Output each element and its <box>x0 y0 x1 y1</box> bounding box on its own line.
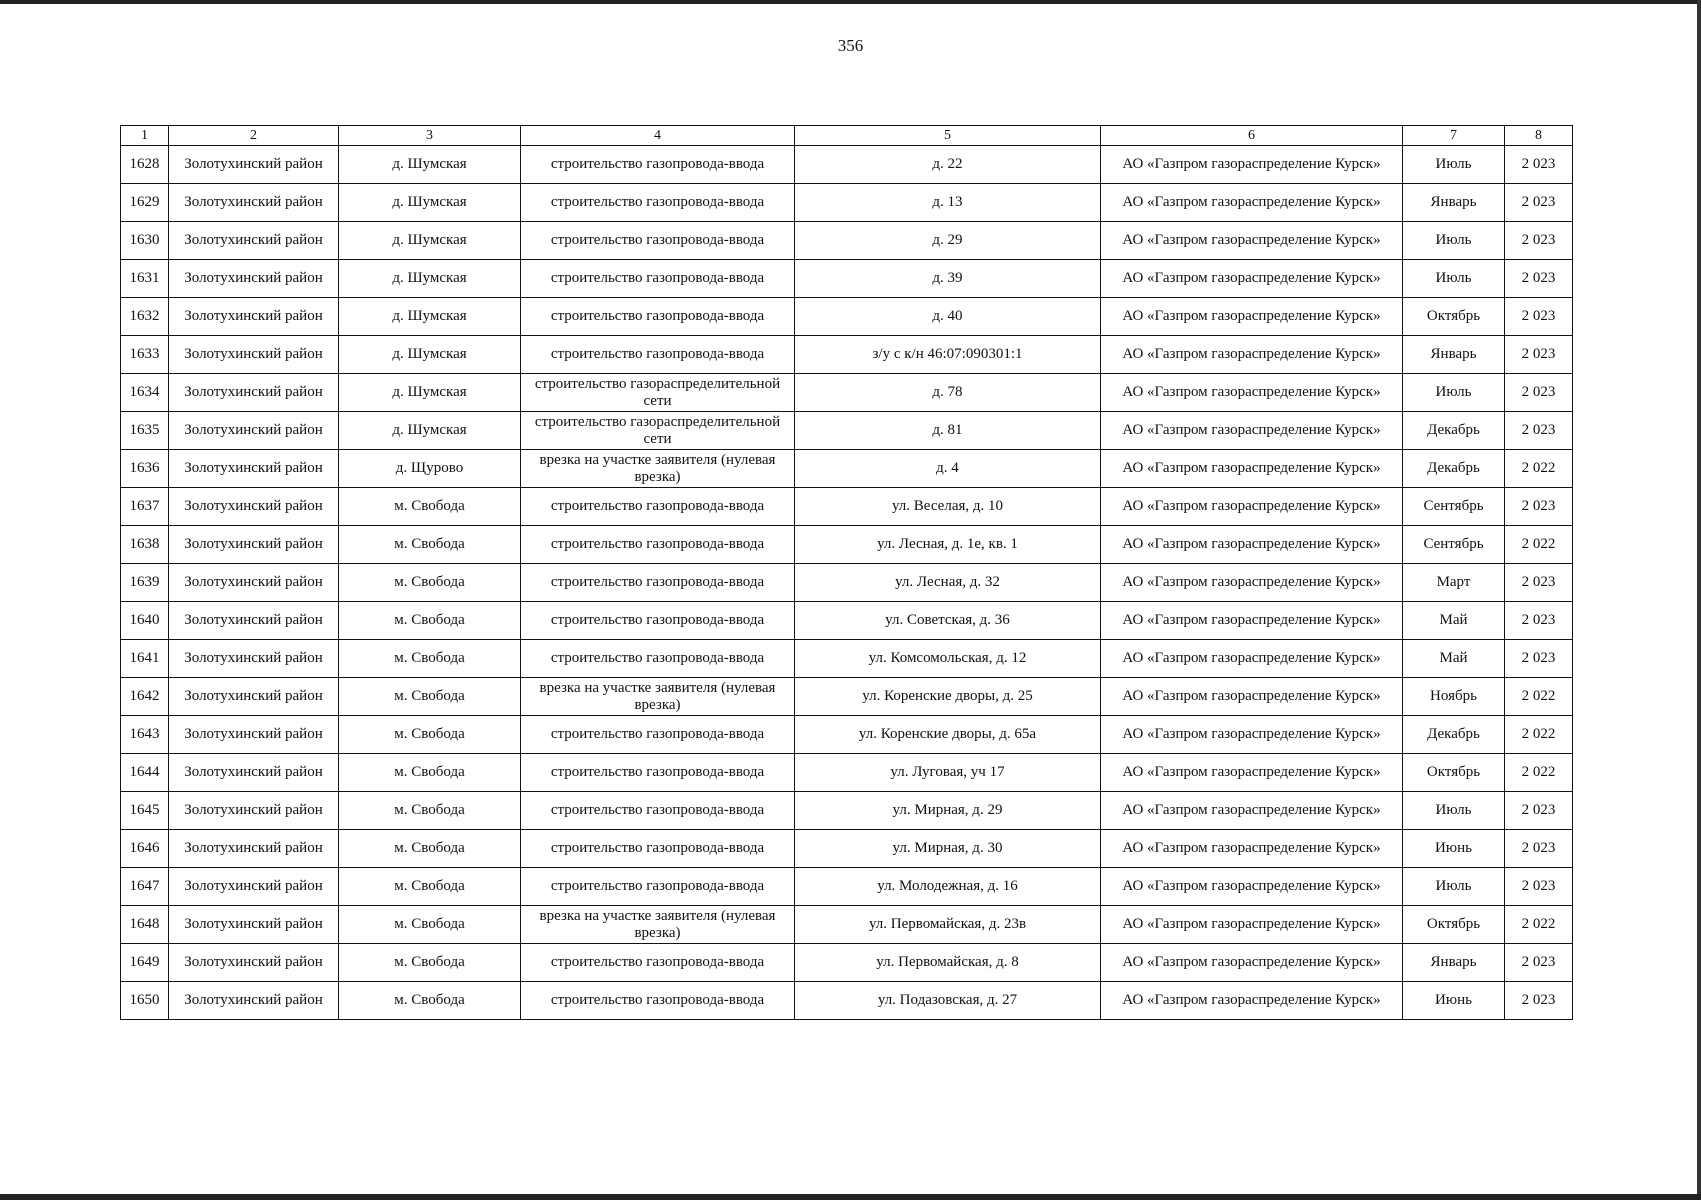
cell-organization: АО «Газпром газораспределение Курск» <box>1101 982 1403 1020</box>
cell-district: Золотухинский район <box>169 944 339 982</box>
cell-month: Январь <box>1403 184 1505 222</box>
cell-year: 2 023 <box>1505 222 1573 260</box>
cell-number: 1638 <box>121 526 169 564</box>
cell-work-type: врезка на участке заявителя (нулевая врезка) <box>521 678 795 716</box>
cell-district: Золотухинский район <box>169 450 339 488</box>
cell-settlement: м. Свобода <box>339 868 521 906</box>
cell-address: ул. Мирная, д. 29 <box>795 792 1101 830</box>
table-row <box>121 336 1573 374</box>
cell-organization: АО «Газпром газораспределение Курск» <box>1101 298 1403 336</box>
table-row <box>121 678 1573 716</box>
cell-district: Золотухинский район <box>169 488 339 526</box>
cell-number: 1634 <box>121 374 169 412</box>
cell-year: 2 022 <box>1505 526 1573 564</box>
cell-settlement: д. Шумская <box>339 184 521 222</box>
cell-organization: АО «Газпром газораспределение Курск» <box>1101 260 1403 298</box>
scan-edge-top <box>0 0 1701 4</box>
cell-settlement: д. Шумская <box>339 222 521 260</box>
cell-address: ул. Молодежная, д. 16 <box>795 868 1101 906</box>
cell-number: 1648 <box>121 906 169 944</box>
cell-month: Октябрь <box>1403 906 1505 944</box>
cell-organization: АО «Газпром газораспределение Курск» <box>1101 716 1403 754</box>
column-header: 5 <box>795 126 1101 146</box>
cell-work-type: строительство газораспределительной сети <box>521 374 795 412</box>
cell-year: 2 023 <box>1505 184 1573 222</box>
cell-settlement: м. Свобода <box>339 678 521 716</box>
cell-work-type: строительство газопровода-ввода <box>521 526 795 564</box>
cell-work-type: строительство газопровода-ввода <box>521 602 795 640</box>
cell-month: Январь <box>1403 336 1505 374</box>
cell-month: Июнь <box>1403 830 1505 868</box>
table-row <box>121 298 1573 336</box>
cell-address: ул. Первомайская, д. 8 <box>795 944 1101 982</box>
cell-settlement: д. Шумская <box>339 260 521 298</box>
column-header: 3 <box>339 126 521 146</box>
cell-organization: АО «Газпром газораспределение Курск» <box>1101 146 1403 184</box>
cell-month: Октябрь <box>1403 298 1505 336</box>
cell-address: ул. Коренские дворы, д. 25 <box>795 678 1101 716</box>
cell-organization: АО «Газпром газораспределение Курск» <box>1101 526 1403 564</box>
cell-settlement: м. Свобода <box>339 716 521 754</box>
table-row <box>121 716 1573 754</box>
cell-number: 1640 <box>121 602 169 640</box>
cell-work-type: строительство газопровода-ввода <box>521 336 795 374</box>
cell-year: 2 023 <box>1505 868 1573 906</box>
cell-address: ул. Советская, д. 36 <box>795 602 1101 640</box>
cell-work-type: строительство газопровода-ввода <box>521 830 795 868</box>
cell-work-type: строительство газопровода-ввода <box>521 184 795 222</box>
cell-year: 2 023 <box>1505 640 1573 678</box>
cell-district: Золотухинский район <box>169 716 339 754</box>
cell-address: ул. Веселая, д. 10 <box>795 488 1101 526</box>
data-table <box>120 125 1573 1020</box>
cell-address: ул. Лесная, д. 32 <box>795 564 1101 602</box>
cell-district: Золотухинский район <box>169 184 339 222</box>
cell-work-type: строительство газопровода-ввода <box>521 488 795 526</box>
cell-work-type: строительство газопровода-ввода <box>521 146 795 184</box>
cell-year: 2 023 <box>1505 298 1573 336</box>
cell-district: Золотухинский район <box>169 678 339 716</box>
cell-settlement: д. Шумская <box>339 336 521 374</box>
cell-organization: АО «Газпром газораспределение Курск» <box>1101 944 1403 982</box>
table-row <box>121 526 1573 564</box>
column-header: 2 <box>169 126 339 146</box>
table-row <box>121 640 1573 678</box>
cell-month: Март <box>1403 564 1505 602</box>
cell-month: Июль <box>1403 260 1505 298</box>
cell-settlement: м. Свобода <box>339 640 521 678</box>
cell-number: 1629 <box>121 184 169 222</box>
table-row <box>121 450 1573 488</box>
cell-work-type: строительство газопровода-ввода <box>521 222 795 260</box>
table-row <box>121 222 1573 260</box>
column-header: 7 <box>1403 126 1505 146</box>
cell-month: Июль <box>1403 868 1505 906</box>
cell-settlement: м. Свобода <box>339 754 521 792</box>
cell-district: Золотухинский район <box>169 982 339 1020</box>
cell-organization: АО «Газпром газораспределение Курск» <box>1101 830 1403 868</box>
cell-work-type: строительство газопровода-ввода <box>521 298 795 336</box>
cell-year: 2 022 <box>1505 450 1573 488</box>
table-row <box>121 792 1573 830</box>
cell-work-type: строительство газопровода-ввода <box>521 944 795 982</box>
cell-organization: АО «Газпром газораспределение Курск» <box>1101 564 1403 602</box>
cell-district: Золотухинский район <box>169 792 339 830</box>
cell-month: Май <box>1403 602 1505 640</box>
table-row <box>121 982 1573 1020</box>
cell-year: 2 023 <box>1505 336 1573 374</box>
cell-number: 1646 <box>121 830 169 868</box>
cell-work-type: строительство газопровода-ввода <box>521 792 795 830</box>
cell-work-type: строительство газопровода-ввода <box>521 868 795 906</box>
table-row <box>121 412 1573 450</box>
cell-district: Золотухинский район <box>169 754 339 792</box>
cell-organization: АО «Газпром газораспределение Курск» <box>1101 906 1403 944</box>
table-row <box>121 146 1573 184</box>
cell-address: д. 40 <box>795 298 1101 336</box>
cell-address: ул. Мирная, д. 30 <box>795 830 1101 868</box>
column-header: 8 <box>1505 126 1573 146</box>
cell-address: д. 81 <box>795 412 1101 450</box>
scan-edge-right <box>1697 0 1701 1200</box>
cell-number: 1630 <box>121 222 169 260</box>
table-row <box>121 830 1573 868</box>
cell-district: Золотухинский район <box>169 146 339 184</box>
cell-organization: АО «Газпром газораспределение Курск» <box>1101 222 1403 260</box>
cell-settlement: м. Свобода <box>339 488 521 526</box>
cell-organization: АО «Газпром газораспределение Курск» <box>1101 336 1403 374</box>
cell-year: 2 023 <box>1505 412 1573 450</box>
cell-settlement: м. Свобода <box>339 602 521 640</box>
cell-address: д. 29 <box>795 222 1101 260</box>
cell-district: Золотухинский район <box>169 526 339 564</box>
cell-month: Сентябрь <box>1403 526 1505 564</box>
cell-month: Ноябрь <box>1403 678 1505 716</box>
cell-organization: АО «Газпром газораспределение Курск» <box>1101 412 1403 450</box>
cell-number: 1628 <box>121 146 169 184</box>
cell-organization: АО «Газпром газораспределение Курск» <box>1101 184 1403 222</box>
table-row <box>121 868 1573 906</box>
cell-district: Золотухинский район <box>169 564 339 602</box>
cell-month: Декабрь <box>1403 450 1505 488</box>
cell-month: Декабрь <box>1403 412 1505 450</box>
table-row <box>121 184 1573 222</box>
cell-number: 1637 <box>121 488 169 526</box>
cell-settlement: м. Свобода <box>339 830 521 868</box>
cell-month: Декабрь <box>1403 716 1505 754</box>
cell-month: Июль <box>1403 374 1505 412</box>
cell-month: Июль <box>1403 222 1505 260</box>
cell-year: 2 023 <box>1505 792 1573 830</box>
cell-address: ул. Лесная, д. 1е, кв. 1 <box>795 526 1101 564</box>
cell-address: ул. Комсомольская, д. 12 <box>795 640 1101 678</box>
cell-year: 2 023 <box>1505 564 1573 602</box>
cell-district: Золотухинский район <box>169 374 339 412</box>
cell-number: 1644 <box>121 754 169 792</box>
cell-work-type: строительство газопровода-ввода <box>521 754 795 792</box>
cell-address: ул. Первомайская, д. 23в <box>795 906 1101 944</box>
cell-work-type: строительство газопровода-ввода <box>521 640 795 678</box>
cell-settlement: м. Свобода <box>339 944 521 982</box>
cell-number: 1649 <box>121 944 169 982</box>
table-body <box>121 146 1573 1020</box>
cell-work-type: строительство газопровода-ввода <box>521 564 795 602</box>
cell-work-type: врезка на участке заявителя (нулевая врезка) <box>521 450 795 488</box>
cell-address: д. 39 <box>795 260 1101 298</box>
cell-year: 2 023 <box>1505 830 1573 868</box>
cell-settlement: м. Свобода <box>339 982 521 1020</box>
cell-organization: АО «Газпром газораспределение Курск» <box>1101 374 1403 412</box>
cell-organization: АО «Газпром газораспределение Курск» <box>1101 792 1403 830</box>
cell-year: 2 023 <box>1505 488 1573 526</box>
table-row <box>121 564 1573 602</box>
cell-address: ул. Луговая, уч 17 <box>795 754 1101 792</box>
cell-settlement: д. Шумская <box>339 374 521 412</box>
cell-settlement: м. Свобода <box>339 906 521 944</box>
cell-month: Июнь <box>1403 982 1505 1020</box>
cell-work-type: строительство газопровода-ввода <box>521 260 795 298</box>
cell-organization: АО «Газпром газораспределение Курск» <box>1101 602 1403 640</box>
cell-district: Золотухинский район <box>169 298 339 336</box>
cell-month: Май <box>1403 640 1505 678</box>
cell-year: 2 022 <box>1505 906 1573 944</box>
cell-number: 1633 <box>121 336 169 374</box>
cell-district: Золотухинский район <box>169 906 339 944</box>
table-row <box>121 754 1573 792</box>
cell-address: ул. Коренские дворы, д. 65а <box>795 716 1101 754</box>
cell-work-type: строительство газопровода-ввода <box>521 716 795 754</box>
cell-year: 2 022 <box>1505 754 1573 792</box>
cell-year: 2 023 <box>1505 602 1573 640</box>
cell-number: 1647 <box>121 868 169 906</box>
cell-number: 1643 <box>121 716 169 754</box>
column-header: 4 <box>521 126 795 146</box>
cell-district: Золотухинский район <box>169 412 339 450</box>
cell-year: 2 023 <box>1505 982 1573 1020</box>
scan-edge-bottom <box>0 1194 1701 1200</box>
cell-number: 1635 <box>121 412 169 450</box>
cell-address: д. 4 <box>795 450 1101 488</box>
cell-district: Золотухинский район <box>169 640 339 678</box>
cell-address: д. 13 <box>795 184 1101 222</box>
cell-organization: АО «Газпром газораспределение Курск» <box>1101 678 1403 716</box>
cell-settlement: м. Свобода <box>339 792 521 830</box>
cell-number: 1636 <box>121 450 169 488</box>
cell-number: 1642 <box>121 678 169 716</box>
cell-settlement: м. Свобода <box>339 564 521 602</box>
cell-work-type: строительство газораспределительной сети <box>521 412 795 450</box>
cell-number: 1641 <box>121 640 169 678</box>
cell-year: 2 023 <box>1505 260 1573 298</box>
cell-organization: АО «Газпром газораспределение Курск» <box>1101 450 1403 488</box>
cell-number: 1631 <box>121 260 169 298</box>
cell-settlement: д. Щурово <box>339 450 521 488</box>
cell-year: 2 023 <box>1505 374 1573 412</box>
cell-organization: АО «Газпром газораспределение Курск» <box>1101 754 1403 792</box>
cell-organization: АО «Газпром газораспределение Курск» <box>1101 868 1403 906</box>
header-row <box>121 126 1573 146</box>
cell-month: Июль <box>1403 792 1505 830</box>
cell-month: Октябрь <box>1403 754 1505 792</box>
cell-address: з/у с к/н 46:07:090301:1 <box>795 336 1101 374</box>
cell-address: д. 78 <box>795 374 1101 412</box>
cell-settlement: д. Шумская <box>339 298 521 336</box>
cell-settlement: м. Свобода <box>339 526 521 564</box>
cell-address: ул. Подазовская, д. 27 <box>795 982 1101 1020</box>
cell-number: 1632 <box>121 298 169 336</box>
table-row <box>121 374 1573 412</box>
cell-year: 2 023 <box>1505 944 1573 982</box>
table-row <box>121 944 1573 982</box>
cell-district: Золотухинский район <box>169 222 339 260</box>
cell-district: Золотухинский район <box>169 602 339 640</box>
cell-year: 2 023 <box>1505 146 1573 184</box>
column-header: 6 <box>1101 126 1403 146</box>
cell-district: Золотухинский район <box>169 260 339 298</box>
cell-number: 1639 <box>121 564 169 602</box>
cell-work-type: строительство газопровода-ввода <box>521 982 795 1020</box>
cell-number: 1645 <box>121 792 169 830</box>
cell-organization: АО «Газпром газораспределение Курск» <box>1101 488 1403 526</box>
cell-number: 1650 <box>121 982 169 1020</box>
cell-year: 2 022 <box>1505 678 1573 716</box>
table-row <box>121 602 1573 640</box>
cell-district: Золотухинский район <box>169 830 339 868</box>
cell-settlement: д. Шумская <box>339 146 521 184</box>
column-header: 1 <box>121 126 169 146</box>
cell-organization: АО «Газпром газораспределение Курск» <box>1101 640 1403 678</box>
table-row <box>121 488 1573 526</box>
cell-address: д. 22 <box>795 146 1101 184</box>
table-row <box>121 906 1573 944</box>
page-number: 356 <box>837 36 864 55</box>
cell-settlement: д. Шумская <box>339 412 521 450</box>
cell-month: Январь <box>1403 944 1505 982</box>
cell-month: Сентябрь <box>1403 488 1505 526</box>
table-row <box>121 260 1573 298</box>
cell-year: 2 022 <box>1505 716 1573 754</box>
cell-work-type: врезка на участке заявителя (нулевая врезка) <box>521 906 795 944</box>
cell-month: Июль <box>1403 146 1505 184</box>
cell-district: Золотухинский район <box>169 336 339 374</box>
cell-district: Золотухинский район <box>169 868 339 906</box>
